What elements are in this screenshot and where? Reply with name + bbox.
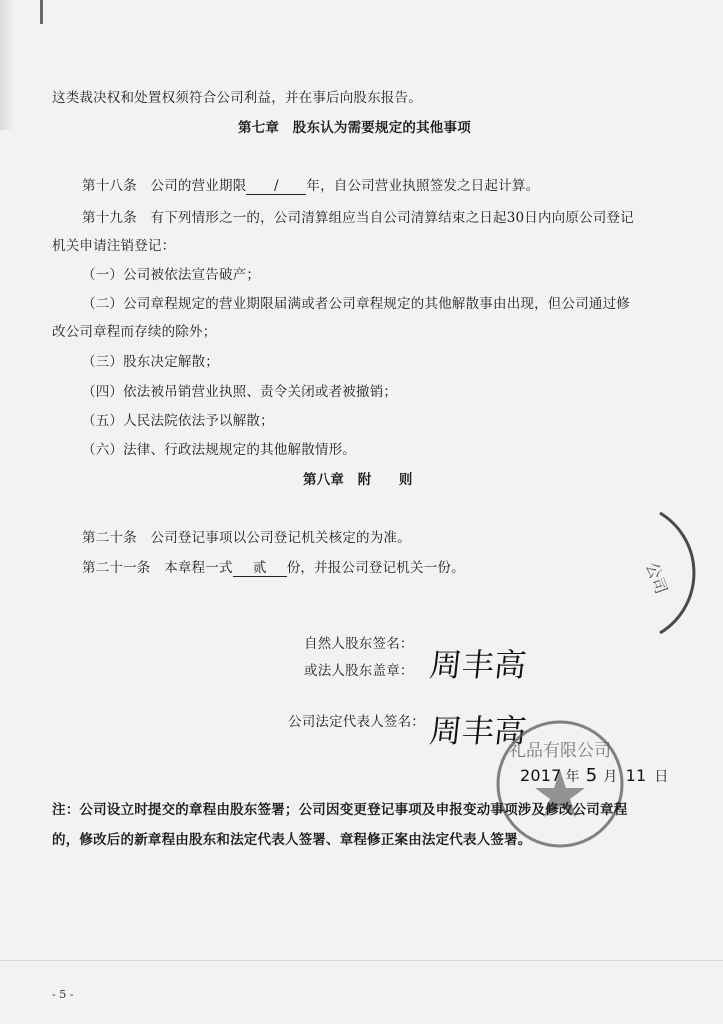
note-line-2: 的，修改后的新章程由股东和法定代表人签署、章程修正案由法定代表人签署。 [52, 832, 532, 848]
list-item: （一）公司被依法宣告破产； [82, 267, 261, 283]
partial-stamp-text: 公司 [642, 559, 672, 597]
scan-fold-shadow [0, 0, 14, 130]
article-19-cont: 机关申请注销登记： [52, 238, 176, 254]
copies-blank: 贰 [233, 556, 287, 577]
text-line: 这类裁决权和处置权须符合公司利益，并在事后向股东报告。 [52, 90, 422, 106]
shareholder-signature-label: 自然人股东签名： [304, 636, 414, 652]
date-year-label: 年 [565, 769, 580, 785]
article-18-text-end: 年，自公司营业执照签发之日起计算。 [306, 178, 540, 194]
term-blank: / [246, 178, 306, 195]
date-month: 5 [585, 765, 598, 786]
list-item: （五）人民法院依法予以解散； [82, 413, 274, 429]
article-18 [82, 174, 539, 195]
handwritten-signature: 周丰高 [427, 646, 529, 684]
list-item: （三）股东决定解散； [82, 354, 219, 370]
partial-stamp [620, 505, 723, 645]
article-21-text-end: 份，并报公司登记机关一份。 [286, 560, 465, 576]
date-month-label: 月 [603, 769, 618, 785]
article-20: 第二十条 公司登记事项以公司登记机关核定的为准。 [82, 530, 411, 546]
date-day-label: 日 [654, 769, 669, 785]
chapter-8-heading: 第八章 附 则 [303, 472, 413, 488]
signing-date [520, 765, 669, 786]
legal-rep-signature-label: 公司法定代表人签名： [288, 714, 425, 730]
shareholder-seal-label: 或法人股东盖章： [304, 663, 414, 679]
chapter-7-heading: 第七章 股东认为需要规定的其他事项 [238, 120, 471, 136]
article-18-text: 第十八条 公司的营业期限 [82, 178, 247, 194]
date-day: 11 [625, 766, 647, 785]
list-item: （二）公司章程规定的营业期限届满或者公司章程规定的其他解散事由出现，但公司通过修 [82, 296, 630, 312]
article-21 [82, 556, 465, 577]
seal-text: 礼品有限公司 [509, 741, 611, 761]
list-item-cont: 改公司章程而存续的除外； [52, 324, 217, 340]
list-item: （四）依法被吊销营业执照、责令关闭或者被撤销； [82, 384, 398, 400]
list-item: （六）法律、行政法规规定的其他解散情形。 [82, 442, 356, 458]
note-line-1: 注：公司设立时提交的章程由股东签署；公司因变更登记事项及申报变动事项涉及修改公司章程 [52, 802, 628, 818]
bottom-divider [0, 960, 723, 961]
handwritten-signature: 周丰高 [427, 712, 529, 750]
page-number: - 5 - [52, 988, 74, 1001]
date-year: 2017 [520, 766, 562, 785]
article-19: 第十九条 有下列情形之一的，公司清算组应当自公司清算结束之日起30日内向原公司登记 [82, 210, 634, 226]
scan-edge-mark [40, 0, 43, 24]
article-21-text: 第二十一条 本章程一式 [82, 560, 233, 576]
